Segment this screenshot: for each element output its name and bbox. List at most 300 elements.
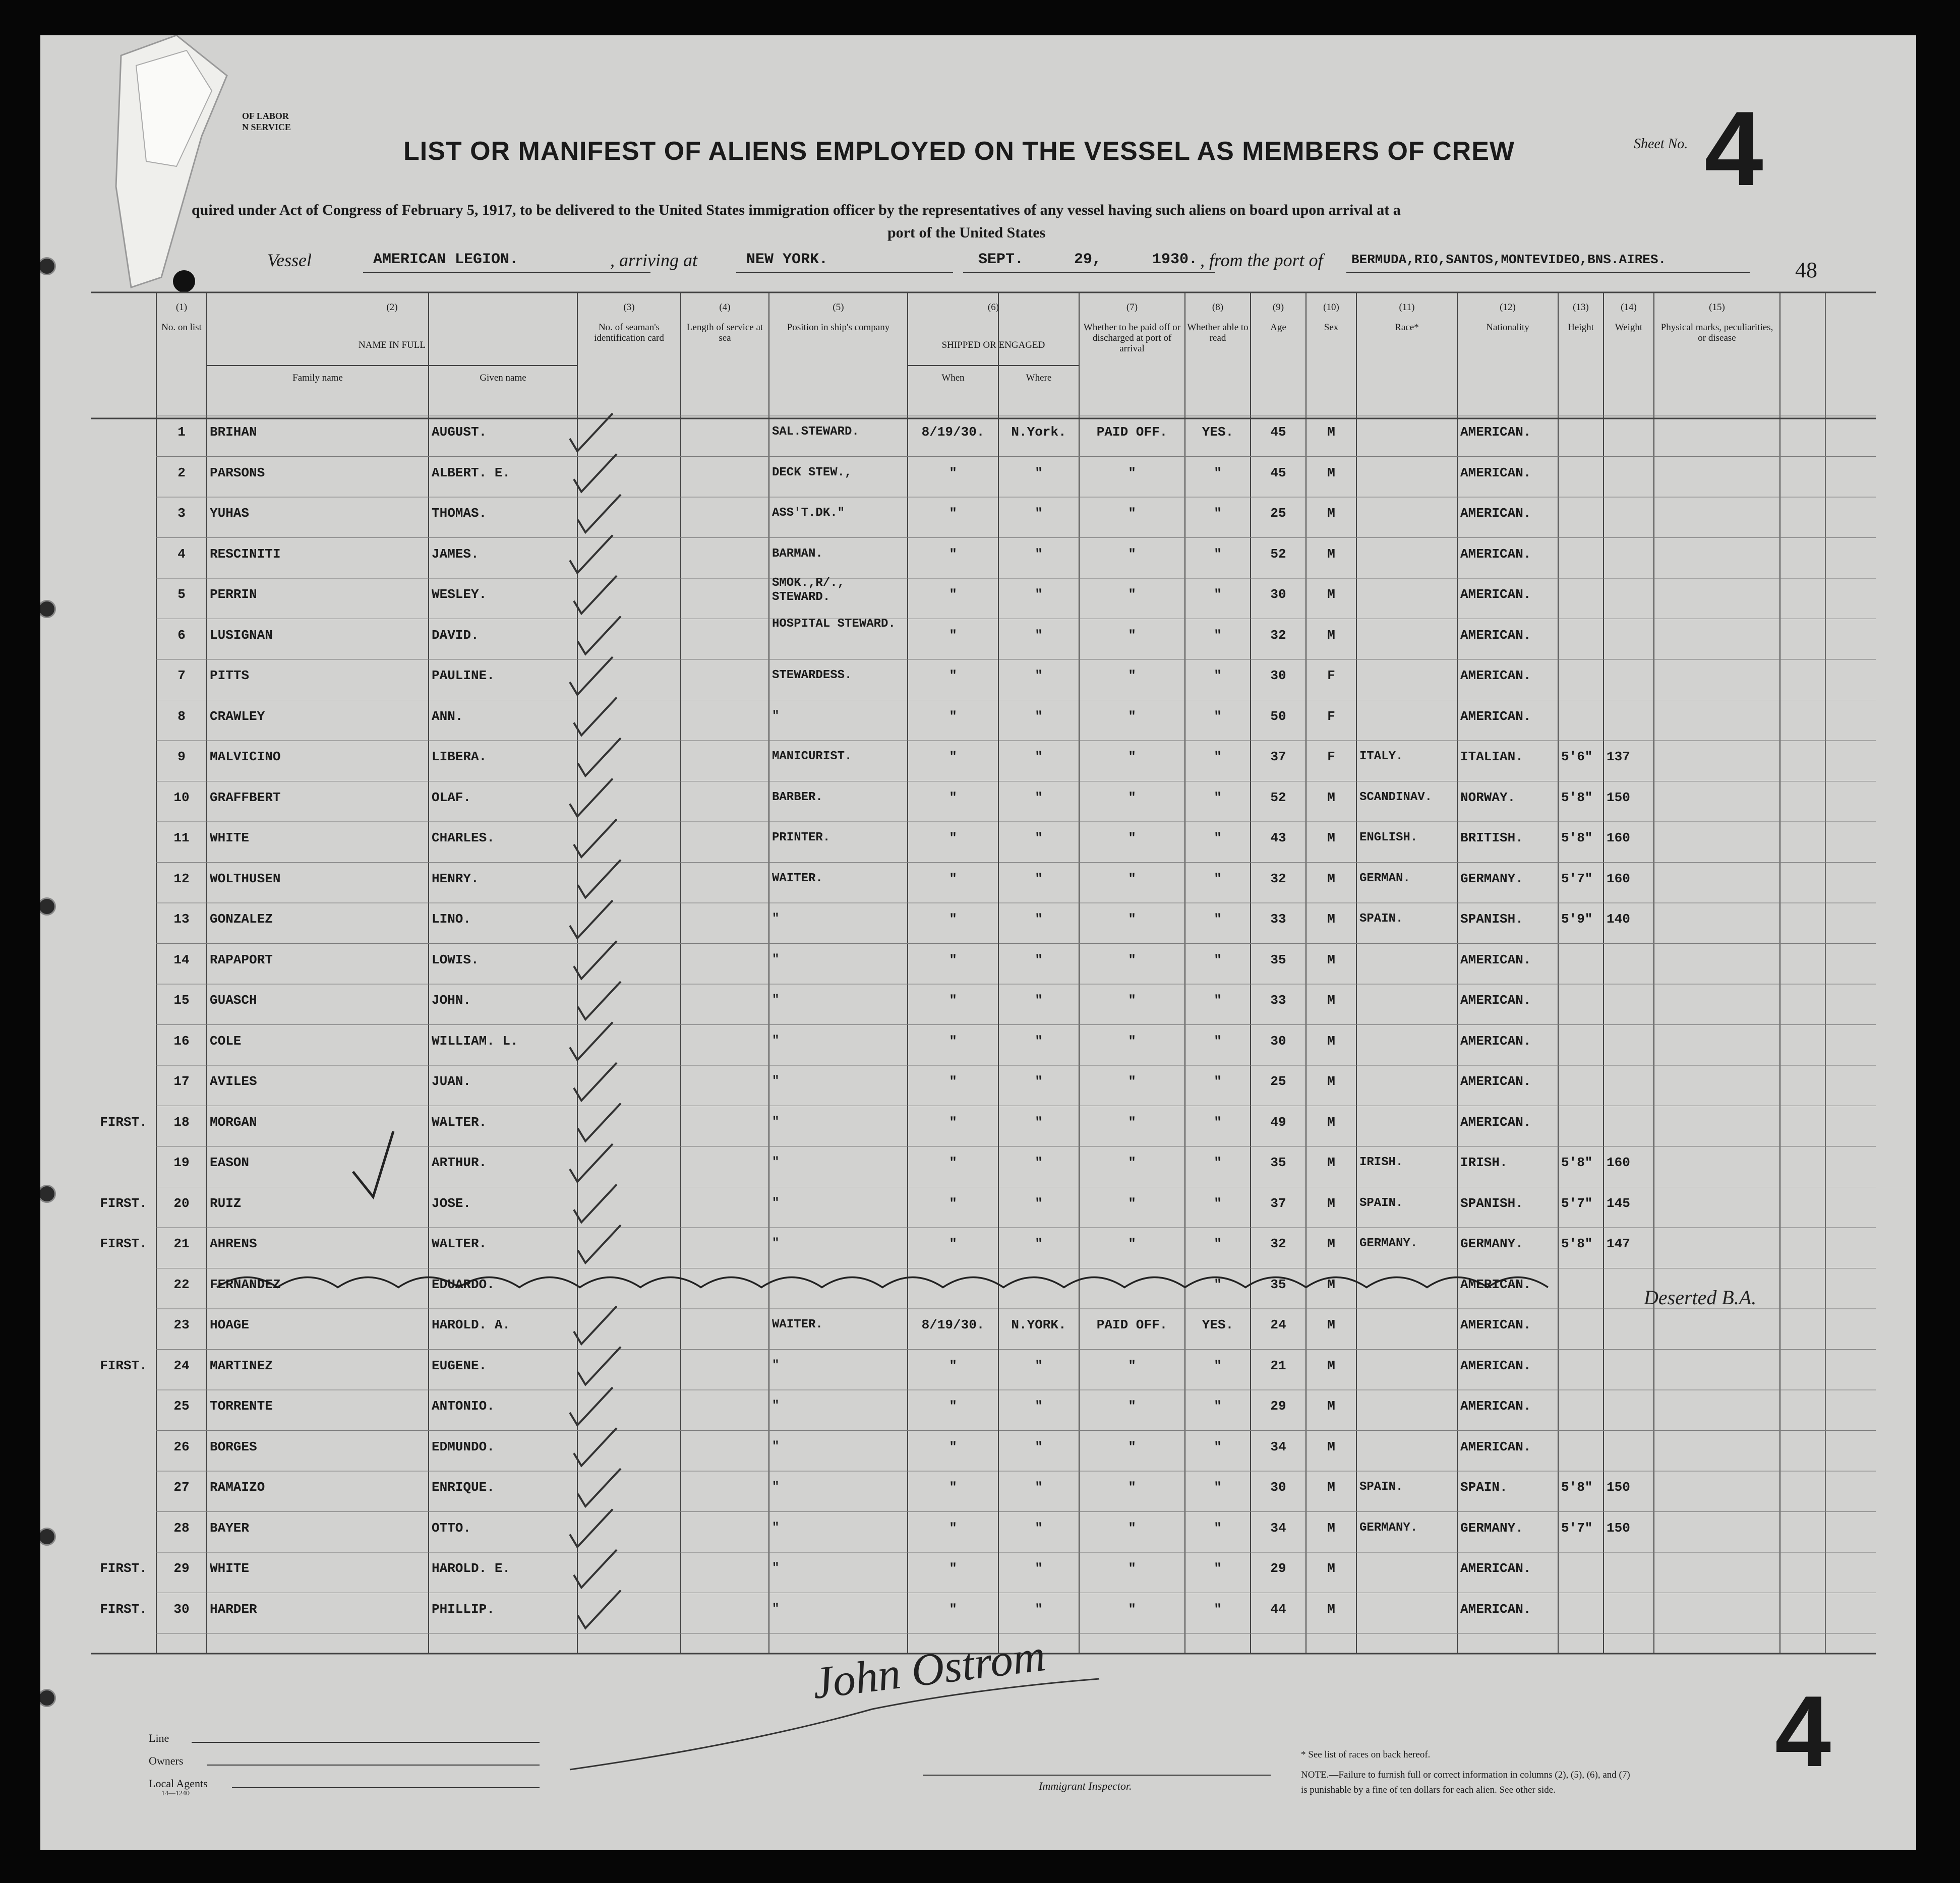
cell-given: OLAF. [432,789,471,805]
cell-nat: GERMANY. [1460,1236,1523,1251]
column-number: (12) [1500,302,1516,313]
cell-family: BRIHAN [210,424,257,440]
cell-no: 24 [173,1358,190,1373]
cell-read: " [1214,627,1222,643]
table-row [40,908,1916,949]
cell-where: " [1035,952,1043,967]
cell-paid: " [1128,1074,1136,1089]
cell-when: " [949,830,957,845]
cell-family: MORGAN [210,1114,257,1130]
cell-no: 17 [173,1074,190,1089]
cell-read: YES. [1202,1317,1234,1332]
cell-sex: M [1327,830,1335,845]
table-row [40,617,1916,665]
cell-paid: " [1128,1480,1136,1495]
cell-sex: M [1327,1033,1335,1049]
cell-sex: M [1327,1601,1335,1617]
cell-where: N.York. [1011,424,1066,440]
column-number: (7) [1126,302,1138,313]
table-row [40,1192,1916,1233]
cell-paid: " [1128,587,1136,602]
cell-paid: " [1128,1399,1136,1414]
cell-family: GONZALEZ [210,912,273,927]
cell-family: GUASCH [210,993,257,1008]
cell-position: " [772,1196,780,1210]
cell-age: 32 [1270,871,1286,886]
table-row [40,1151,1916,1192]
cell-where: " [1035,1520,1043,1536]
cell-read: " [1214,1358,1222,1373]
cell-weight: 145 [1607,1195,1630,1211]
cell-sex: M [1327,424,1335,440]
cell-family: EASON [210,1155,250,1170]
cell-where: " [1035,465,1043,480]
cell-sex: M [1327,587,1335,602]
cell-position: SMOK.,R/., STEWARD. [772,576,845,604]
cell-sex: F [1327,708,1335,724]
column-header-id-card: No. of seaman's identification card [594,322,664,343]
cell-paid: " [1128,1114,1136,1130]
cell-when: " [949,1399,957,1414]
cell-where: " [1035,789,1043,805]
cell-weight: 150 [1607,789,1630,805]
cell-sex: M [1327,993,1335,1008]
cell-sex: M [1327,1561,1335,1576]
cell-when: " [949,749,957,764]
cell-margin: FIRST. [100,1358,147,1373]
cell-given: JUAN. [432,1074,471,1089]
footer-owners-rule [207,1765,540,1766]
cell-where: " [1035,1601,1043,1617]
cell-paid: " [1128,465,1136,480]
cell-age: 45 [1270,465,1286,480]
cell-no: 12 [173,871,190,886]
cell-family: AHRENS [210,1236,257,1251]
cell-family: YUHAS [210,506,250,521]
cell-age: 52 [1270,546,1286,562]
cell-race: IRISH. [1359,1156,1403,1169]
cell-weight: 160 [1607,830,1630,845]
cell-no: 29 [173,1561,190,1576]
arrival-port: NEW YORK. [746,251,828,268]
footer-note-3: is punishable by a fine of ten dollars for each alien. See other side. [1301,1785,1556,1795]
cell-margin: FIRST. [100,1601,147,1617]
cell-age: 45 [1270,424,1286,440]
cell-no: 13 [173,912,190,927]
cell-no: 7 [177,668,186,683]
cell-family: PERRIN [210,587,257,602]
subtitle-line-2: port of the United States [887,224,1046,241]
cell-height: 5'9" [1561,912,1593,927]
cell-when: " [949,1114,957,1130]
cell-read: " [1214,1561,1222,1576]
table-row [40,949,1916,990]
table-row [40,1030,1916,1071]
cell-no: 27 [173,1480,190,1495]
cell-read: " [1214,668,1222,683]
cell-height: 5'8" [1561,1480,1593,1495]
cell-paid: " [1128,1195,1136,1211]
cell-no: 20 [173,1195,190,1211]
cell-family: PARSONS [210,465,265,480]
cell-sex: M [1327,1155,1335,1170]
cell-given: PAULINE. [432,668,495,683]
column-number: (13) [1573,302,1589,313]
cell-paid: " [1128,749,1136,764]
cell-position: " [772,709,780,723]
cell-paid: " [1128,1601,1136,1617]
cell-age: 30 [1270,587,1286,602]
cell-race: GERMAN. [1359,871,1410,885]
cell-when: " [949,1561,957,1576]
cell-nat: GERMANY. [1460,871,1523,886]
cell-no: 5 [177,587,186,602]
column-subheader-where: Where [1026,373,1052,383]
cell-position: " [772,1115,780,1129]
cell-paid: " [1128,1033,1136,1049]
cell-family: HARDER [210,1601,257,1617]
cell-paid: " [1128,708,1136,724]
cell-paid: " [1128,871,1136,886]
table-row [40,827,1916,868]
cell-where: " [1035,1561,1043,1576]
cell-sex: M [1327,1399,1335,1414]
cell-height: 5'7" [1561,1520,1593,1536]
cell-position: " [772,1034,780,1048]
cell-where: N.YORK. [1011,1317,1066,1332]
cell-sex: M [1327,465,1335,480]
column-number: (8) [1212,302,1224,313]
cell-weight: 160 [1607,871,1630,886]
cell-age: 24 [1270,1317,1286,1332]
sheet-label: Sheet No. [1634,136,1688,152]
cell-where: " [1035,1358,1043,1373]
cell-age: 30 [1270,1480,1286,1495]
cell-no: 9 [177,749,186,764]
column-subheader-family-name: Family name [292,373,343,383]
column-header-height: Height [1568,322,1594,333]
cell-where: " [1035,1033,1043,1049]
inspector-label: Immigrant Inspector. [1039,1780,1132,1792]
table-row [40,1557,1916,1598]
cell-position: STEWARDESS. [772,669,852,682]
cell-paid: " [1128,1155,1136,1170]
table-row [40,502,1916,543]
cell-sex: M [1327,789,1335,805]
cell-given: EDUARDO. [432,1277,495,1292]
table-row [40,1233,1916,1273]
cell-no: 30 [173,1601,190,1617]
page-number: 48 [1795,258,1817,282]
cell-sex: M [1327,1195,1335,1211]
cell-when: " [949,1074,957,1089]
cell-age: 44 [1270,1601,1286,1617]
cell-nat: ITALIAN. [1460,749,1523,764]
cell-no: 2 [177,465,186,480]
column-subheader-when: When [941,373,965,383]
cell-position: MANICURIST. [772,750,852,763]
cell-height: 5'7" [1561,1195,1593,1211]
cell-position: " [772,1074,780,1088]
cell-paid: " [1128,627,1136,643]
cell-race: ITALY. [1359,750,1403,763]
cell-when: " [949,1358,957,1373]
cell-when: " [949,993,957,1008]
cell-nat: AMERICAN. [1460,1033,1531,1049]
table-row [40,1436,1916,1477]
arrival-year: 1930. [1152,251,1198,268]
cell-family: RAMAIZO [210,1480,265,1495]
cell-no: 26 [173,1439,190,1454]
column-header-no-on-list: No. on list [161,322,202,333]
column-subheader-given-name: Given name [480,373,526,383]
cell-paid: " [1128,912,1136,927]
cell-when: " [949,1601,957,1617]
cell-age: 34 [1270,1520,1286,1536]
cell-nat: IRISH. [1460,1155,1508,1170]
cell-when: " [949,1155,957,1170]
cell-where: " [1035,1236,1043,1251]
cell-nat: AMERICAN. [1460,1399,1531,1414]
cell-paid: " [1128,1520,1136,1536]
cell-no: 6 [177,627,186,643]
vessel-name: AMERICAN LEGION. [373,251,519,268]
cell-sex: M [1327,912,1335,927]
cell-no: 1 [177,424,186,440]
cell-paid: " [1128,1236,1136,1251]
cell-height: 5'7" [1561,871,1593,886]
cell-margin: FIRST. [100,1236,147,1251]
cell-nat: AMERICAN. [1460,952,1531,967]
cell-weight: 147 [1607,1236,1630,1251]
cell-given: WILLIAM. L. [432,1033,518,1049]
cell-paid: " [1128,546,1136,562]
cell-where: " [1035,1074,1043,1089]
column-number: (9) [1272,302,1284,313]
cell-position: BARBER. [772,790,823,804]
cell-no: 8 [177,708,186,724]
cell-given: WALTER. [432,1236,487,1251]
cell-age: 25 [1270,1074,1286,1089]
table-row [40,1314,1916,1355]
cell-when: " [949,506,957,521]
cell-no: 19 [173,1155,190,1170]
cell-read: " [1214,993,1222,1008]
cell-sex: M [1327,1520,1335,1536]
cell-sex: F [1327,668,1335,683]
cell-age: 37 [1270,1195,1286,1211]
cell-family: GRAFFBERT [210,789,281,805]
table-row [40,664,1916,705]
cell-when: " [949,1236,957,1251]
page-title: LIST OR MANIFEST OF ALIENS EMPLOYED ON THE VESSEL AS MEMBERS OF CREW [403,137,1515,166]
cell-age: 30 [1270,1033,1286,1049]
cell-no: 21 [173,1236,190,1251]
cell-age: 32 [1270,627,1286,643]
vessel-label: Vessel [267,250,312,270]
cell-read: " [1214,1074,1222,1089]
cell-read: " [1214,708,1222,724]
column-header-nationality: Nationality [1486,322,1529,333]
cell-when: " [949,871,957,886]
column-header-position: Position in ship's company [787,322,890,333]
cell-read: " [1214,749,1222,764]
cell-read: YES. [1202,424,1234,440]
cell-when: " [949,1439,957,1454]
cell-given: OTTO. [432,1520,471,1536]
footer-owners-label: Owners [149,1754,184,1767]
column-number: (15) [1709,302,1725,313]
cell-when: " [949,708,957,724]
cell-when: " [949,546,957,562]
cell-when: " [949,627,957,643]
cell-given: ANTONIO. [432,1399,495,1414]
cell-position: " [772,1156,780,1169]
cell-family: FERNANDEZ [210,1277,281,1292]
cell-given: LIBERA. [432,749,487,764]
cell-where: " [1035,1155,1043,1170]
table-row [40,1111,1916,1152]
cell-family: WHITE [210,830,250,845]
footer-note-1: * See list of races on back hereof. [1301,1749,1431,1760]
cell-position: " [772,1439,780,1453]
cell-nat: BRITISH. [1460,830,1523,845]
column-number: (1) [175,302,188,313]
table-row [40,462,1916,503]
cell-when: " [949,1195,957,1211]
cell-read: " [1214,1277,1222,1292]
cell-position: WAITER. [772,1318,823,1331]
cell-nat: AMERICAN. [1460,708,1531,724]
cell-no: 22 [173,1277,190,1292]
cell-sex: M [1327,1358,1335,1373]
cell-where: " [1035,993,1043,1008]
cell-position: DECK STEW., [772,465,852,479]
cell-given: LOWIS. [432,952,479,967]
column-header-able-read: Whether able to read [1187,322,1249,343]
subtitle-line-1: quired under Act of Congress of February 5, 1917, to be delivered to the United States immigration officer by the representatives of any vessel having such aliens on board upon arrival at a [192,202,1401,218]
cell-nat: AMERICAN. [1460,506,1531,521]
cell-position: BARMAN. [772,546,823,561]
cell-age: 29 [1270,1399,1286,1414]
cell-position: " [772,952,780,966]
cell-given: JOHN. [432,993,471,1008]
column-number: (4) [719,302,731,313]
cell-sex: M [1327,627,1335,643]
cell-age: 35 [1270,1277,1286,1292]
cell-read: " [1214,1033,1222,1049]
cell-nat: AMERICAN. [1460,424,1531,440]
cell-family: AVILES [210,1074,257,1089]
footer-sheet-number: 4 [1775,1675,1831,1788]
cell-race: GERMANY. [1359,1237,1418,1250]
column-header-name-in-full: NAME IN FULL [359,340,426,350]
cell-position: ASS'T.DK." [772,506,845,520]
cell-nat: AMERICAN. [1460,587,1531,602]
inspector-rule [923,1775,1271,1776]
cell-nat: AMERICAN. [1460,1358,1531,1373]
footer-agents-label: Local Agents [149,1777,208,1790]
column-number: (3) [623,302,635,313]
cell-sex: M [1327,1317,1335,1332]
cell-where: " [1035,871,1043,886]
cell-paid: " [1128,1439,1136,1454]
cell-family: MALVICINO [210,749,281,764]
table-row [40,576,1916,624]
cell-where: " [1035,1439,1043,1454]
cell-read: " [1214,1114,1222,1130]
cell-age: 21 [1270,1358,1286,1373]
cell-race: SPAIN. [1359,912,1403,926]
inspector-signature: John Ostrom [809,1630,1048,1709]
column-number: (14) [1621,302,1637,313]
cell-given: WESLEY. [432,587,487,602]
cell-margin: FIRST. [100,1561,147,1576]
cell-height: 5'8" [1561,830,1593,845]
table-row [40,1476,1916,1517]
cell-age: 33 [1270,993,1286,1008]
dept-line-2: N SERVICE [242,122,291,132]
column-header-race: Race* [1395,322,1419,333]
cell-nat: SPAIN. [1460,1480,1508,1495]
cell-read: " [1214,1195,1222,1211]
cell-race: SCANDINAV. [1359,790,1433,804]
cell-nat: AMERICAN. [1460,1074,1531,1089]
cell-when: 8/19/30. [921,1317,985,1332]
cell-given: CHARLES. [432,830,495,845]
column-header-length-service: Length of service at sea [686,322,763,343]
cell-when: " [949,668,957,683]
cell-nat: AMERICAN. [1460,1561,1531,1576]
cell-no: 11 [173,830,190,845]
cell-where: " [1035,587,1043,602]
cell-given: HAROLD. E. [432,1561,511,1576]
cell-sex: M [1327,546,1335,562]
cell-no: 16 [173,1033,190,1049]
deserted-note: Deserted B.A. [1644,1286,1757,1309]
cell-height: 5'8" [1561,1236,1593,1251]
cell-read: " [1214,789,1222,805]
cell-when: " [949,912,957,927]
cell-paid: " [1128,993,1136,1008]
cell-given: AUGUST. [432,424,487,440]
cell-when: " [949,1520,957,1536]
table-row [40,543,1916,584]
cell-sex: M [1327,1439,1335,1454]
cell-given: JAMES. [432,546,479,562]
cell-age: 37 [1270,749,1286,764]
cell-age: 35 [1270,952,1286,967]
cell-where: " [1035,506,1043,521]
footer-line-label: Line [149,1732,169,1744]
manifest-sheet [40,35,1916,1850]
cell-nat: AMERICAN. [1460,1277,1531,1292]
table-row [40,989,1916,1030]
cell-nat: AMERICAN. [1460,465,1531,480]
cell-family: RESCINITI [210,546,281,562]
cell-sex: F [1327,749,1335,764]
cell-family: RUIZ [210,1195,242,1211]
cell-position: " [772,1561,780,1575]
cell-read: " [1214,1155,1222,1170]
cell-given: WALTER. [432,1114,487,1130]
cell-read: " [1214,952,1222,967]
cell-when: " [949,789,957,805]
column-header-sex: Sex [1324,322,1339,333]
cell-when: " [949,587,957,602]
cell-family: WOLTHUSEN [210,871,281,886]
cell-position: " [772,912,780,926]
